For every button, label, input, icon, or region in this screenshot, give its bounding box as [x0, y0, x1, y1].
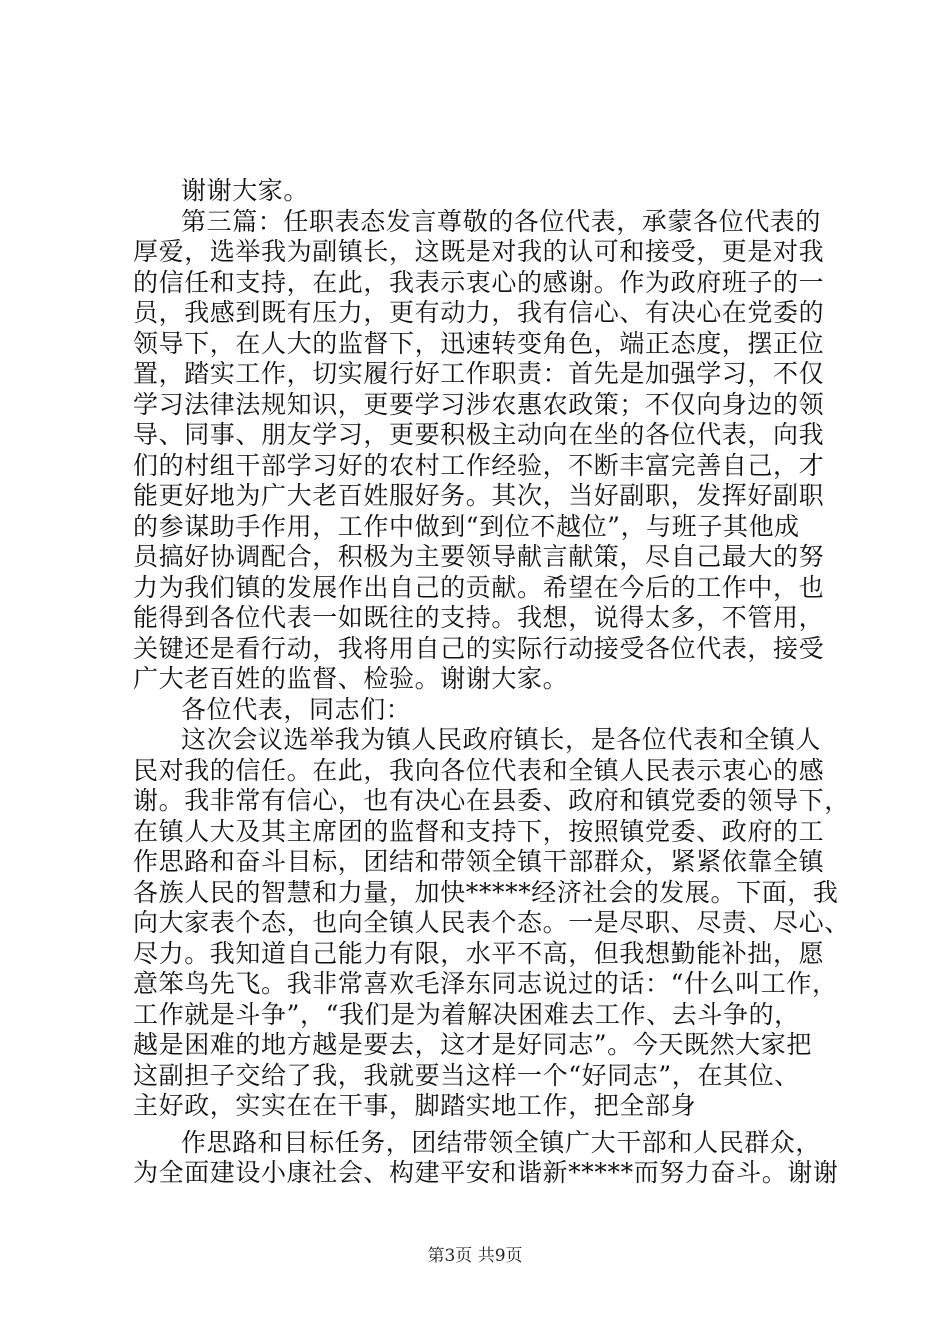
- text-line: 员，我感到既有压力，更有动力，我有信心、有决心在党委的: [133, 298, 825, 327]
- text-line: 这副担子交给了我，我就要当这样一个“好同志”，在其位、: [133, 1060, 800, 1090]
- text-line: 关键还是看行动，我将用自己的实际行动接受各位代表，接受: [133, 633, 825, 663]
- text-line: 谢谢大家。: [181, 176, 310, 205]
- text-line: 作思路和奋斗目标，团结和带领全镇干部群众，紧紧依靠全镇: [133, 847, 825, 876]
- text-line: 们的村组干部学习好的农村工作经验，不断丰富完善自己，才: [133, 450, 825, 480]
- text-line: 越是困难的地方越是要去，这才是好同志”。今天既然大家把: [133, 1030, 812, 1059]
- text-line: 向大家表个态，也向全镇人民表个态。一是尽职、尽责、尽心、: [133, 908, 850, 937]
- text-line: 置，踏实工作，切实履行好工作职责：首先是加强学习，不仅: [133, 359, 825, 388]
- text-line: 导、同事、朋友学习，更要积极主动向在坐的各位代表，向我: [133, 420, 825, 449]
- text-line: 学习法律法规知识，更要学习涉农惠农政策；不仅向身边的领: [133, 389, 825, 419]
- text-line: 的信任和支持，在此，我表示衷心的感谢。作为政府班子的一: [133, 267, 825, 297]
- text-line: 的参谋助手作用，工作中做到“到位不越位”，与班子其他成: [133, 511, 800, 541]
- text-line: 力为我们镇的发展作出自己的贡献。希望在今后的工作中，也: [133, 572, 825, 602]
- text-line: 能得到各位代表一如既往的支持。我想，说得太多，不管用，: [133, 603, 825, 632]
- text-line: 厚爱，选举我为副镇长，这既是对我的认可和接受，更是对我: [133, 237, 825, 266]
- text-line: 工作就是斗争”，“我们是为着解决困难去工作、去斗争的，: [133, 999, 800, 1029]
- text-line: 在镇人大及其主席团的监督和支持下，按照镇党委、政府的工: [133, 816, 825, 846]
- document-body: [133, 176, 850, 1189]
- text-line: 第三篇：任职表态发言尊敬的各位代表，承蒙各位代表的: [181, 206, 822, 236]
- text-line: 领导下，在人大的监督下，迅速转变角色，端正态度，摆正位: [133, 328, 825, 358]
- text-line: 能更好地为广大老百姓服好务。其次，当好副职，发挥好副职: [133, 481, 825, 510]
- text-line: 民对我的信任。在此，我向各位代表和全镇人民表示衷心的感: [133, 755, 825, 785]
- salutation-line: 各位代表，同志们：: [181, 694, 412, 724]
- text-line: 广大老百姓的监督、检验。谢谢大家。: [133, 664, 569, 693]
- text-line: 谢。我非常有信心，也有决心在县委、政府和镇党委的领导下，: [133, 786, 850, 815]
- text-line: 尽力。我知道自己能力有限，水平不高，但我想勤能补拙，愿: [133, 938, 825, 968]
- text-line: 员搞好协调配合，积极为主要领导献言献策，尽自己最大的努: [133, 542, 825, 571]
- text-line: 这次会议选举我为镇人民政府镇长，是各位代表和全镇人: [181, 725, 822, 754]
- text-line: 主好政，实实在在干事，脚踏实地工作，把全部身: [133, 1091, 697, 1120]
- text-line: 意笨鸟先飞。我非常喜欢毛泽东同志说过的话：“什么叫工作，: [133, 969, 838, 998]
- text-line: 为全面建设小康社会、构建平安和谐新*****而努力奋斗。谢谢: [133, 1158, 839, 1187]
- page-number-footer: 第3页 共9页: [427, 1246, 523, 1266]
- text-line: 作思路和目标任务，团结带领全镇广大干部和人民群众，: [181, 1127, 822, 1157]
- text-line: 各族人民的智慧和力量，加快*****经济社会的发展。下面，我: [133, 877, 839, 907]
